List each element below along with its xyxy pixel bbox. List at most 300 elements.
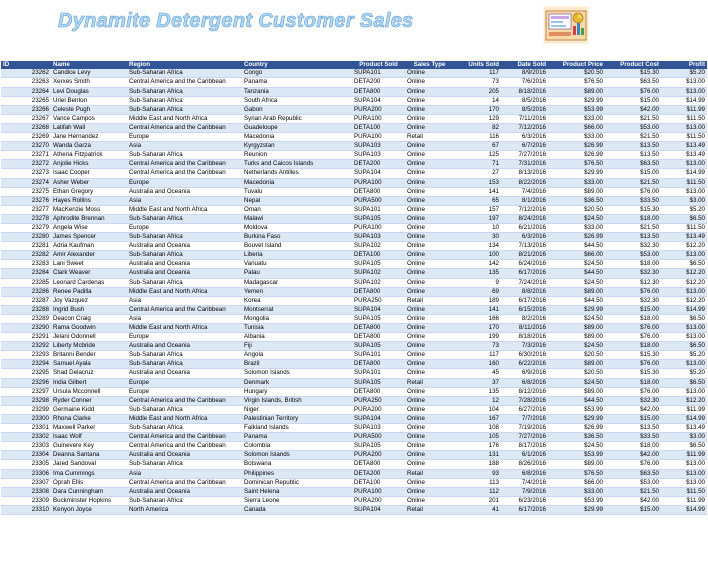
cell-date-sold: 6/30/2016: [501, 351, 548, 360]
cell-product-cost: $76.00: [605, 87, 661, 96]
cell-date-sold: 7/7/2016: [501, 414, 548, 423]
cell-product-price: $44.50: [548, 396, 605, 405]
cell-product-sold: PURA200: [352, 405, 405, 414]
cell-date-sold: 8/24/2016: [501, 214, 548, 223]
cell-id: 23296: [1, 378, 51, 387]
cell-product-price: $89.00: [548, 360, 605, 369]
cell-sales-type: Online: [405, 333, 454, 342]
cell-name: Latifah Wall: [51, 123, 127, 132]
cell-date-sold: 6/27/2016: [501, 405, 548, 414]
cell-region: Europe: [127, 333, 242, 342]
cell-product-sold: SUPA101: [352, 369, 405, 378]
cell-date-sold: 6/15/2016: [501, 305, 548, 314]
cell-name: Ethan Gregory: [51, 187, 127, 196]
cell-product-price: $24.50: [548, 260, 605, 269]
cell-name: Candice Levy: [51, 69, 127, 78]
cell-name: Germaine Kidd: [51, 405, 127, 414]
cell-region: Sub-Saharan Africa: [127, 496, 242, 505]
cell-product-sold: PURA100: [352, 223, 405, 232]
cell-id: 23274: [1, 178, 51, 187]
cell-units-sold: 153: [454, 178, 501, 187]
cell-product-price: $29.99: [548, 414, 605, 423]
cell-date-sold: 8/1/2016: [501, 196, 548, 205]
cell-id: 23266: [1, 105, 51, 114]
cell-date-sold: 8/18/2016: [501, 333, 548, 342]
table-row: [1, 205, 707, 214]
cell-country: Dominican Republic: [242, 478, 352, 487]
cell-product-cost: $21.50: [605, 223, 661, 232]
cell-units-sold: 166: [454, 314, 501, 323]
cell-name: Kenyon Joyce: [51, 505, 127, 514]
cell-product-price: $26.99: [548, 233, 605, 242]
cell-profit: $13.00: [661, 333, 707, 342]
cell-units-sold: 167: [454, 414, 501, 423]
cell-sales-type: Online: [405, 269, 454, 278]
cell-profit: $12.20: [661, 242, 707, 251]
cell-product-cost: $33.50: [605, 196, 661, 205]
cell-id: 23292: [1, 342, 51, 351]
cell-product-price: $33.00: [548, 133, 605, 142]
cell-name: Oprah Ellis: [51, 478, 127, 487]
cell-date-sold: 8/21/2016: [501, 251, 548, 260]
cell-date-sold: 7/27/2016: [501, 433, 548, 442]
table-row: [1, 151, 707, 160]
cell-region: Sub-Saharan Africa: [127, 96, 242, 105]
table-row: [1, 223, 707, 232]
cell-product-sold: SUPA104: [352, 169, 405, 178]
cell-name: Isaac Wolf: [51, 433, 127, 442]
cell-country: Mongolia: [242, 314, 352, 323]
cell-name: Vance Campos: [51, 114, 127, 123]
column-header-profit: Profit: [661, 61, 707, 69]
cell-product-cost: $15.00: [605, 169, 661, 178]
cell-date-sold: 6/3/2016: [501, 133, 548, 142]
cell-profit: $11.50: [661, 133, 707, 142]
cell-units-sold: 108: [454, 424, 501, 433]
cell-product-cost: $32.30: [605, 296, 661, 305]
cell-sales-type: Online: [405, 433, 454, 442]
cell-id: 23302: [1, 433, 51, 442]
cell-country: Turks and Caicos Islands: [242, 160, 352, 169]
cell-region: Australia and Oceania: [127, 487, 242, 496]
cell-units-sold: 134: [454, 242, 501, 251]
cell-sales-type: Retail: [405, 469, 454, 478]
cell-product-cost: $18.00: [605, 342, 661, 351]
cell-date-sold: 7/19/2016: [501, 424, 548, 433]
cell-id: 23281: [1, 242, 51, 251]
cell-date-sold: 7/4/2016: [501, 187, 548, 196]
cell-id: 23263: [1, 78, 51, 87]
cell-product-cost: $12.30: [605, 278, 661, 287]
column-header-id: ID: [1, 61, 51, 69]
cell-product-cost: $76.00: [605, 187, 661, 196]
cell-id: 23267: [1, 114, 51, 123]
cell-name: Joy Vazquez: [51, 296, 127, 305]
cell-name: Guinevere Key: [51, 442, 127, 451]
cell-units-sold: 30: [454, 233, 501, 242]
cell-product-sold: SUPA103: [352, 424, 405, 433]
cell-region: North America: [127, 505, 242, 514]
cell-id: 23295: [1, 369, 51, 378]
cell-sales-type: Online: [405, 496, 454, 505]
cell-date-sold: 7/28/2016: [501, 396, 548, 405]
cell-profit: $11.50: [661, 223, 707, 232]
cell-region: Europe: [127, 378, 242, 387]
cell-name: Wanda Garza: [51, 142, 127, 151]
cell-product-sold: SUPA101: [352, 69, 405, 78]
cell-region: Sub-Saharan Africa: [127, 151, 242, 160]
cell-sales-type: Online: [405, 105, 454, 114]
cell-country: Falkland Islands: [242, 424, 352, 433]
cell-product-sold: DETA200: [352, 78, 405, 87]
cell-product-cost: $76.00: [605, 460, 661, 469]
cell-product-sold: PURA200: [352, 105, 405, 114]
cell-country: Philippines: [242, 469, 352, 478]
cell-name: Renee Padilla: [51, 287, 127, 296]
cell-product-price: $89.00: [548, 87, 605, 96]
cell-country: Korea: [242, 296, 352, 305]
cell-product-price: $66.00: [548, 251, 605, 260]
cell-country: Canada: [242, 505, 352, 514]
cell-name: Adria Kaufman: [51, 242, 127, 251]
cell-product-price: $20.50: [548, 369, 605, 378]
cell-region: Central America and the Caribbean: [127, 78, 242, 87]
cell-units-sold: 141: [454, 187, 501, 196]
cell-sales-type: Online: [405, 96, 454, 105]
cell-product-sold: SUPA103: [352, 142, 405, 151]
cell-id: 23289: [1, 314, 51, 323]
cell-id: 23306: [1, 469, 51, 478]
cell-profit: $13.00: [661, 360, 707, 369]
cell-product-cost: $18.00: [605, 378, 661, 387]
cell-name: Levi Douglas: [51, 87, 127, 96]
table-row: [1, 424, 707, 433]
cell-profit: $13.49: [661, 142, 707, 151]
cell-product-sold: DETA800: [352, 324, 405, 333]
cell-country: Madagascar: [242, 278, 352, 287]
cell-region: Asia: [127, 196, 242, 205]
cell-country: Liberia: [242, 251, 352, 260]
table-row: [1, 178, 707, 187]
cell-date-sold: 8/5/2016: [501, 105, 548, 114]
cell-date-sold: 7/12/2016: [501, 123, 548, 132]
cell-product-price: $33.00: [548, 114, 605, 123]
cell-sales-type: Online: [405, 396, 454, 405]
table-row: [1, 278, 707, 287]
cell-name: Jane Hernandez: [51, 133, 127, 142]
cell-country: Colombia: [242, 442, 352, 451]
cell-product-price: $76.50: [548, 78, 605, 87]
cell-profit: $13.00: [661, 469, 707, 478]
cell-product-cost: $76.00: [605, 360, 661, 369]
cell-sales-type: Online: [405, 424, 454, 433]
cell-product-price: $26.99: [548, 424, 605, 433]
column-header-units-sold: Units Sold: [454, 61, 501, 69]
cell-product-sold: PURA100: [352, 133, 405, 142]
cell-date-sold: 6/7/2016: [501, 142, 548, 151]
cell-profit: $13.49: [661, 424, 707, 433]
cell-date-sold: 6/17/2016: [501, 296, 548, 305]
cell-sales-type: Online: [405, 478, 454, 487]
cell-region: Sub-Saharan Africa: [127, 460, 242, 469]
cell-product-sold: SUPA103: [352, 151, 405, 160]
cell-units-sold: 157: [454, 205, 501, 214]
cell-name: Angela Wise: [51, 223, 127, 232]
table-row: [1, 160, 707, 169]
table-row: [1, 460, 707, 469]
cell-country: Tuvalu: [242, 187, 352, 196]
cell-product-price: $66.00: [548, 478, 605, 487]
cell-date-sold: 8/12/2016: [501, 387, 548, 396]
cell-product-cost: $18.00: [605, 442, 661, 451]
cell-product-cost: $15.30: [605, 205, 661, 214]
cell-product-price: $53.99: [548, 105, 605, 114]
cell-date-sold: 7/11/2016: [501, 114, 548, 123]
cell-sales-type: Online: [405, 414, 454, 423]
cell-id: 23278: [1, 214, 51, 223]
table-row: [1, 496, 707, 505]
cell-product-sold: DETA800: [352, 460, 405, 469]
cell-product-cost: $15.30: [605, 69, 661, 78]
cell-region: Middle East and North Africa: [127, 114, 242, 123]
cell-units-sold: 27: [454, 169, 501, 178]
cell-profit: $5.20: [661, 369, 707, 378]
cell-region: Sub-Saharan Africa: [127, 69, 242, 78]
table-row: [1, 324, 707, 333]
cell-sales-type: Online: [405, 324, 454, 333]
cell-profit: $12.20: [661, 278, 707, 287]
cell-units-sold: 71: [454, 160, 501, 169]
cell-units-sold: 199: [454, 333, 501, 342]
cell-product-sold: DETA100: [352, 251, 405, 260]
cell-region: Asia: [127, 314, 242, 323]
cell-country: Virgin Islands, British: [242, 396, 352, 405]
column-header-name: Name: [51, 61, 127, 69]
cell-name: Maxwell Parker: [51, 424, 127, 433]
cell-product-cost: $15.00: [605, 414, 661, 423]
cell-sales-type: Online: [405, 214, 454, 223]
cell-id: 23300: [1, 414, 51, 423]
cell-product-sold: DETA800: [352, 187, 405, 196]
cell-product-sold: SUPA104: [352, 414, 405, 423]
cell-profit: $11.99: [661, 496, 707, 505]
cell-country: Panama: [242, 78, 352, 87]
cell-units-sold: 10: [454, 223, 501, 232]
cell-date-sold: 7/4/2016: [501, 478, 548, 487]
cell-profit: $11.99: [661, 405, 707, 414]
cell-product-price: $76.50: [548, 160, 605, 169]
cell-region: Australia and Oceania: [127, 269, 242, 278]
header-row: [1, 61, 707, 69]
cell-name: Clark Weaver: [51, 269, 127, 278]
table-row: [1, 96, 707, 105]
cell-product-cost: $21.50: [605, 114, 661, 123]
cell-date-sold: 8/26/2016: [501, 460, 548, 469]
cell-product-cost: $32.30: [605, 242, 661, 251]
cell-sales-type: Online: [405, 160, 454, 169]
cell-country: Angola: [242, 351, 352, 360]
cell-profit: $13.00: [661, 187, 707, 196]
cell-name: Athena Fitzpatrick: [51, 151, 127, 160]
cell-product-cost: $13.50: [605, 424, 661, 433]
cell-name: Jared Sandoval: [51, 460, 127, 469]
cell-country: Bouvet Island: [242, 242, 352, 251]
cell-product-cost: $18.00: [605, 214, 661, 223]
cell-profit: $6.50: [661, 442, 707, 451]
cell-country: Gabon: [242, 105, 352, 114]
column-header-date-sold: Date Sold: [501, 61, 548, 69]
cell-date-sold: 6/1/2016: [501, 451, 548, 460]
cell-country: Panama: [242, 433, 352, 442]
cell-region: Sub-Saharan Africa: [127, 424, 242, 433]
cell-region: Australia and Oceania: [127, 260, 242, 269]
cell-units-sold: 100: [454, 251, 501, 260]
table-row: [1, 396, 707, 405]
cell-units-sold: 135: [454, 269, 501, 278]
cell-product-sold: PURA100: [352, 487, 405, 496]
cell-product-sold: PURA500: [352, 196, 405, 205]
cell-region: Sub-Saharan Africa: [127, 214, 242, 223]
column-header-product-price: Product Price: [548, 61, 605, 69]
cell-units-sold: 12: [454, 396, 501, 405]
cell-name: Uriel Benton: [51, 96, 127, 105]
cell-country: South Africa: [242, 96, 352, 105]
cell-country: Moldova: [242, 223, 352, 232]
table-row: [1, 369, 707, 378]
cell-country: Vanuatu: [242, 260, 352, 269]
cell-profit: $11.99: [661, 451, 707, 460]
cell-name: Ursula Mcconnell: [51, 387, 127, 396]
cell-product-price: $24.50: [548, 442, 605, 451]
table-row: [1, 251, 707, 260]
cell-product-sold: SUPA101: [352, 351, 405, 360]
cell-region: Sub-Saharan Africa: [127, 351, 242, 360]
cell-date-sold: 7/24/2016: [501, 278, 548, 287]
cell-profit: $13.00: [661, 251, 707, 260]
cell-id: 23279: [1, 223, 51, 232]
cell-profit: $13.49: [661, 151, 707, 160]
cell-product-price: $24.50: [548, 214, 605, 223]
cell-units-sold: 112: [454, 487, 501, 496]
cell-product-cost: $42.00: [605, 405, 661, 414]
cell-product-cost: $63.50: [605, 78, 661, 87]
cell-product-price: $33.00: [548, 223, 605, 232]
cell-name: Ryder Conner: [51, 396, 127, 405]
cell-region: Sub-Saharan Africa: [127, 233, 242, 242]
cell-product-price: $89.00: [548, 287, 605, 296]
cell-date-sold: 7/6/2016: [501, 78, 548, 87]
cell-profit: $6.50: [661, 214, 707, 223]
cell-units-sold: 45: [454, 369, 501, 378]
cell-product-price: $26.99: [548, 151, 605, 160]
cell-country: Yemen: [242, 287, 352, 296]
table-row: [1, 87, 707, 96]
cell-units-sold: 141: [454, 305, 501, 314]
cell-product-sold: PURA200: [352, 451, 405, 460]
cell-country: Palau: [242, 269, 352, 278]
cell-date-sold: 6/17/2016: [501, 505, 548, 514]
cell-country: Tanzania: [242, 87, 352, 96]
cell-date-sold: 6/22/2016: [501, 360, 548, 369]
sales-logo-icon: [543, 6, 589, 44]
cell-product-price: $89.00: [548, 187, 605, 196]
cell-product-cost: $13.50: [605, 233, 661, 242]
cell-date-sold: 8/11/2016: [501, 324, 548, 333]
cell-date-sold: 6/8/2016: [501, 469, 548, 478]
cell-date-sold: 6/8/2016: [501, 378, 548, 387]
cell-id: 23264: [1, 87, 51, 96]
cell-profit: $13.00: [661, 160, 707, 169]
cell-date-sold: 6/9/2016: [501, 369, 548, 378]
cell-units-sold: 125: [454, 151, 501, 160]
cell-sales-type: Online: [405, 123, 454, 132]
cell-product-price: $44.50: [548, 269, 605, 278]
cell-country: Denmark: [242, 378, 352, 387]
cell-name: Anjolie Hicks: [51, 160, 127, 169]
cell-id: 23271: [1, 151, 51, 160]
cell-product-sold: SUPA101: [352, 205, 405, 214]
cell-id: 23265: [1, 96, 51, 105]
cell-product-sold: DETA100: [352, 478, 405, 487]
cell-product-cost: $53.00: [605, 478, 661, 487]
cell-country: Kyrgyzstan: [242, 142, 352, 151]
cell-profit: $3.00: [661, 433, 707, 442]
cell-units-sold: 37: [454, 378, 501, 387]
cell-product-sold: SUPA103: [352, 233, 405, 242]
cell-sales-type: Online: [405, 351, 454, 360]
cell-name: Deanna Santana: [51, 451, 127, 460]
cell-id: 23268: [1, 123, 51, 132]
cell-product-cost: $42.00: [605, 105, 661, 114]
cell-product-cost: $32.30: [605, 269, 661, 278]
cell-product-cost: $13.50: [605, 142, 661, 151]
cell-name: Rama Goodwin: [51, 324, 127, 333]
cell-sales-type: Online: [405, 342, 454, 351]
cell-region: Sub-Saharan Africa: [127, 251, 242, 260]
cell-product-price: $36.50: [548, 433, 605, 442]
cell-product-cost: $53.00: [605, 123, 661, 132]
cell-country: Nepal: [242, 196, 352, 205]
cell-product-price: $20.50: [548, 205, 605, 214]
cell-profit: $13.00: [661, 78, 707, 87]
cell-sales-type: Online: [405, 205, 454, 214]
cell-id: 23298: [1, 396, 51, 405]
cell-name: Ingrid Bush: [51, 305, 127, 314]
cell-name: Jelani Odonnell: [51, 333, 127, 342]
cell-product-sold: SUPA105: [352, 214, 405, 223]
cell-name: Xerxes Smith: [51, 78, 127, 87]
cell-region: Sub-Saharan Africa: [127, 87, 242, 96]
table-row: [1, 242, 707, 251]
cell-product-cost: $15.30: [605, 351, 661, 360]
cell-id: 23286: [1, 287, 51, 296]
cell-country: Netherlands Antilles: [242, 169, 352, 178]
cell-product-price: $29.99: [548, 169, 605, 178]
cell-date-sold: 7/31/2016: [501, 160, 548, 169]
cell-region: Middle East and North Africa: [127, 414, 242, 423]
cell-profit: $11.50: [661, 487, 707, 496]
cell-sales-type: Online: [405, 169, 454, 178]
cell-country: Fiji: [242, 342, 352, 351]
cell-region: Europe: [127, 223, 242, 232]
cell-sales-type: Online: [405, 360, 454, 369]
cell-date-sold: 8/8/2016: [501, 287, 548, 296]
cell-profit: $5.20: [661, 351, 707, 360]
cell-product-sold: PURA250: [352, 396, 405, 405]
cell-profit: $13.00: [661, 123, 707, 132]
cell-product-sold: SUPA102: [352, 278, 405, 287]
cell-sales-type: Online: [405, 114, 454, 123]
